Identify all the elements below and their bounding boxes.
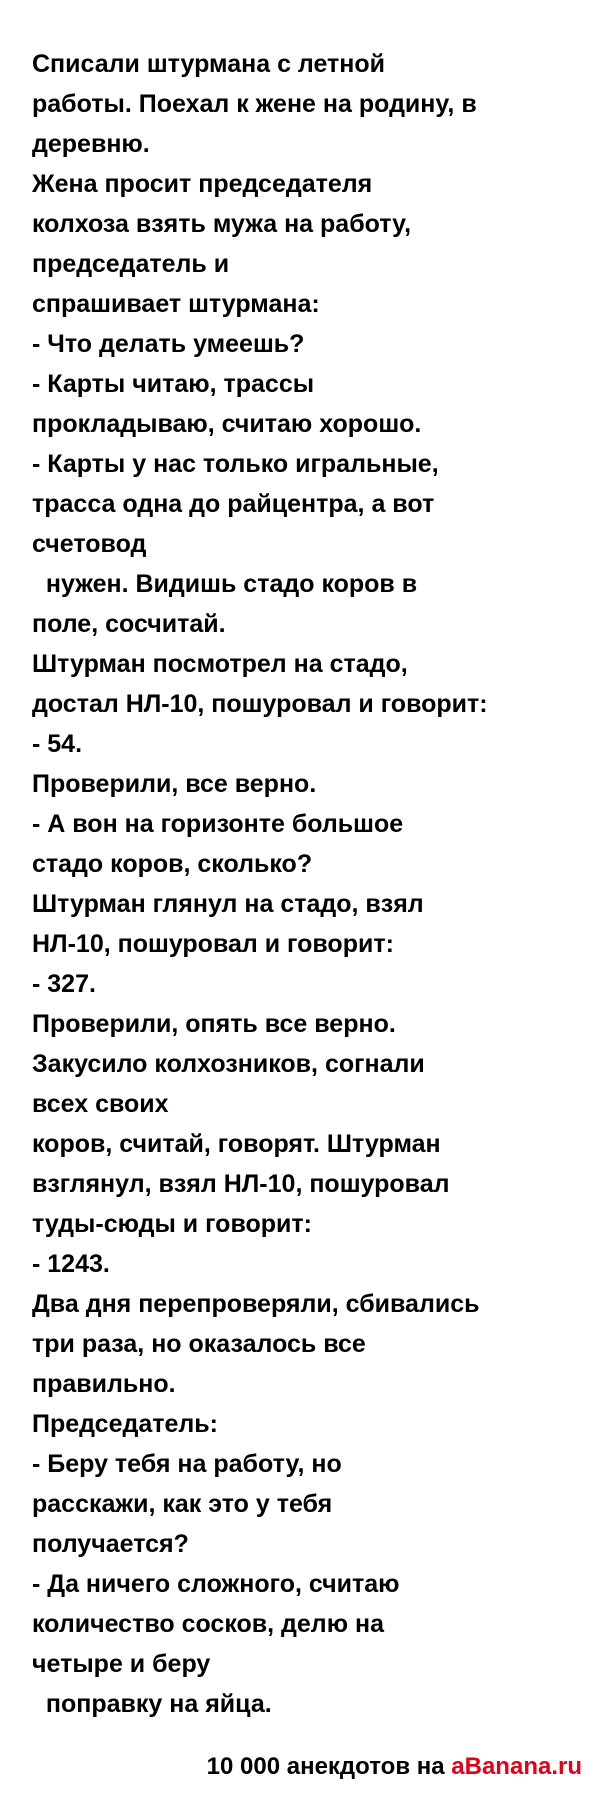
joke-line: Закусило колхозников, согнали	[32, 1050, 425, 1078]
joke-line: деревню.	[32, 130, 150, 158]
joke-line: поправку на яйца.	[32, 1690, 272, 1718]
joke-line: достал НЛ-10, пошуровал и говорит:	[32, 690, 488, 718]
joke-line: Председатель:	[32, 1410, 218, 1438]
joke-line: расскажи, как это у тебя	[32, 1490, 333, 1518]
joke-line: - А вон на горизонте большое	[32, 810, 404, 838]
joke-line: - Да ничего сложного, считаю	[32, 1570, 400, 1598]
joke-line: - Что делать умеешь?	[32, 330, 305, 358]
joke-line: четыре и беру	[32, 1650, 211, 1678]
joke-line: коров, считай, говорят. Штурман	[32, 1130, 441, 1158]
joke-line: - 327.	[32, 970, 96, 998]
joke-line: количество сосков, делю на	[32, 1610, 384, 1638]
joke-line: трасса одна до райцентра, а вот	[32, 490, 435, 518]
joke-line: счетовод	[32, 530, 147, 558]
joke-line: три раза, но оказалось все	[32, 1330, 366, 1358]
joke-line: колхоза взять мужа на работу,	[32, 210, 412, 238]
brand-logo-text[interactable]: Banana.ru	[464, 1753, 582, 1780]
joke-line: Списали штурмана с летной	[32, 50, 386, 78]
joke-line: Жена просит председателя	[32, 170, 373, 198]
joke-line: взглянул, взял НЛ-10, пошуровал	[32, 1170, 450, 1198]
joke-line: туды-сюды и говорит:	[32, 1210, 312, 1238]
joke-line: Проверили, опять все верно.	[32, 1010, 396, 1038]
joke-line: Два дня перепроверяли, сбивались	[32, 1290, 480, 1318]
joke-line: - Беру тебя на работу, но	[32, 1450, 342, 1478]
joke-line: получается?	[32, 1530, 189, 1558]
joke-line: спрашивает штурмана:	[32, 290, 320, 318]
joke-line: стадо коров, сколько?	[32, 850, 313, 878]
joke-line: нужен. Видишь стадо коров в	[32, 570, 418, 598]
brand-logo-a[interactable]: a	[451, 1753, 465, 1780]
joke-text	[32, 44, 572, 1724]
joke-line: Штурман глянул на стадо, взял	[32, 890, 424, 918]
footer-credit	[207, 1752, 582, 1782]
joke-line: всех своих	[32, 1090, 169, 1118]
joke-line: работы. Поехал к жене на родину, в	[32, 90, 477, 118]
joke-line: Штурман посмотрел на стадо,	[32, 650, 408, 678]
joke-line: прокладываю, считаю хорошо.	[32, 410, 422, 438]
joke-line: - 1243.	[32, 1250, 110, 1278]
footer-prefix: 10 000 анекдотов на	[206, 1753, 452, 1780]
joke-line: правильно.	[32, 1370, 176, 1398]
joke-line: поле, сосчитай.	[32, 610, 226, 638]
joke-line: председатель и	[32, 250, 230, 278]
joke-line: - Карты у нас только игральные,	[32, 450, 439, 478]
joke-line: - 54.	[32, 730, 83, 758]
joke-line: Проверили, все верно.	[32, 770, 317, 798]
joke-line: - Карты читаю, трассы	[32, 370, 315, 398]
joke-line: НЛ-10, пошуровал и говорит:	[32, 930, 394, 958]
